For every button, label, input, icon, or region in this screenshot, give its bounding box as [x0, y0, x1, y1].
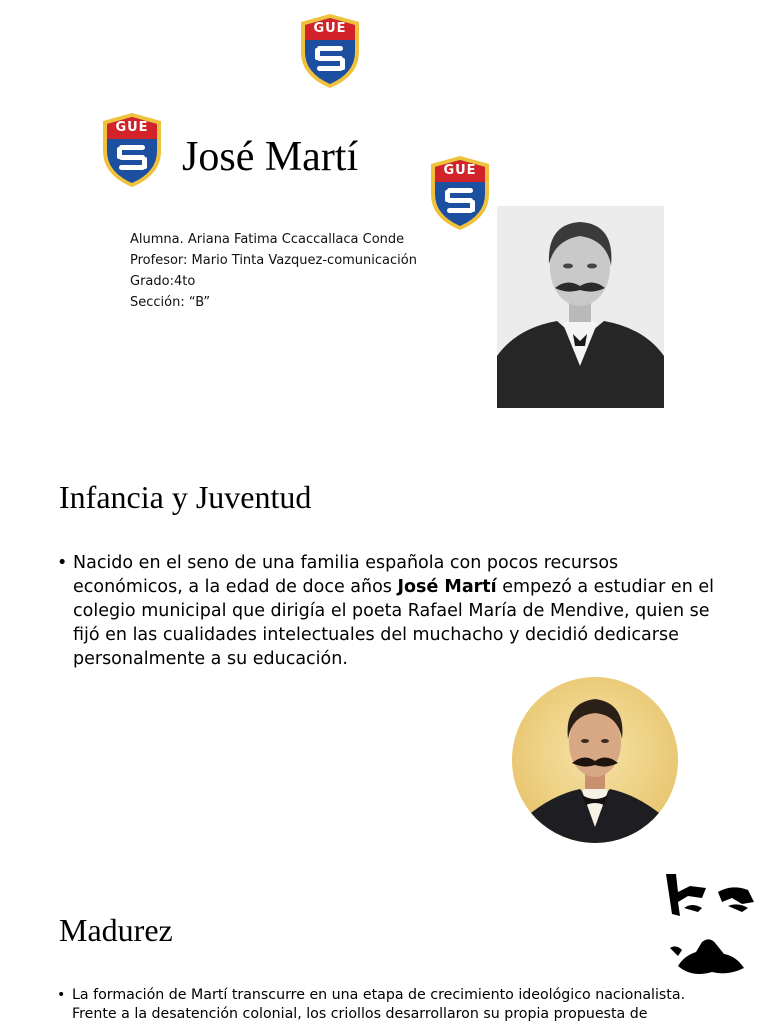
bullet-madurez [57, 986, 737, 1024]
logo-text: GUE [313, 21, 347, 36]
bullet-dot: • [57, 553, 68, 573]
bullet-dot: • [57, 987, 66, 1003]
school-logo-left [97, 111, 167, 189]
bullet-madurez-line1: La formación de Martí transcurre en una etapa de crecimiento ideológico nacionalista. [72, 987, 686, 1003]
bullet-text-part1: Nacido en el seno de una familia española con pocos recursos económicos, a la edad de doce años [73, 553, 619, 597]
logo-text: GUE [443, 163, 477, 178]
logo-text: GUE [115, 120, 149, 135]
portrait-photo-color [512, 677, 678, 843]
teacher-name: Profesor: Mario Tinta Vazquez-comunicación [130, 253, 417, 268]
school-logo-top [295, 12, 365, 90]
section: Sección: “B” [130, 295, 211, 310]
school-logo-right [425, 154, 495, 232]
bullet-infancia [57, 551, 717, 671]
bullet-madurez-line2: Frente a la desatención colonial, los criollos desarrollaron su propia propuesta de [72, 1006, 648, 1022]
page-title: José Martí [182, 134, 359, 180]
student-name: Alumna. Ariana Fatima Ccaccallaca Conde [130, 232, 405, 247]
bullet-text-bold: José Martí [397, 577, 497, 597]
section-heading-infancia: Infancia y Juventud [59, 479, 312, 515]
grade: Grado:4to [130, 274, 196, 289]
marti-silhouette-graphic [662, 872, 758, 980]
bullet-text-part2: empezó a estudiar en el colegio municipal que dirigía el poeta Rafael María de Mendive, quien se fijó en las cualidades intelectuales del muchacho y decidió dedicarse personalmente a su educación. [73, 577, 714, 669]
student-info [130, 229, 417, 313]
portrait-photo-bw [497, 206, 664, 408]
section-heading-madurez: Madurez [59, 912, 173, 948]
